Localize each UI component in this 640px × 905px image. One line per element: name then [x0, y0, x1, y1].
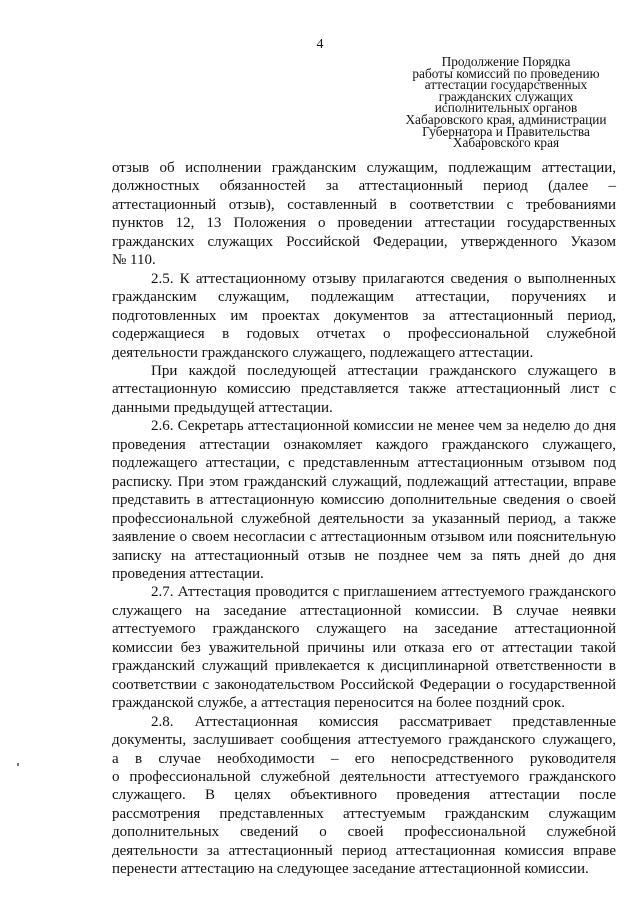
paragraph	[112, 417, 616, 583]
paragraph-line: отзыв об исполнении гражданским служащим, подлежащим аттестации,	[112, 160, 616, 176]
paragraph	[112, 583, 616, 712]
paragraph-line: записку на аттестационный отзыв не позднее чем за пять дней до дня	[112, 547, 616, 564]
header-line: Хабаровского края, администрации	[405, 111, 607, 127]
paragraph-line: дополнительных сведений о своей профессиональной служебной	[112, 824, 616, 841]
paragraph	[112, 270, 616, 362]
paragraph-line: аттестуемого гражданского служащего на заседание аттестационной	[112, 621, 616, 638]
paragraph-line: 2.7. Аттестация проводится с приглашением аттестуемого гражданского	[151, 584, 616, 601]
paragraph-line: подготовленных им проектах документов за аттестационный период,	[112, 307, 616, 324]
paragraph-line: расписку. При этом гражданский служащий, подлежащий аттестации, вправе	[112, 473, 616, 490]
header-line: гражданских служащих	[438, 88, 574, 104]
paragraph-line: 2.8. Аттестационная комиссия рассматривает представленные	[151, 713, 616, 730]
paragraph-line: гражданский служащий привлекается к дисциплинарной ответственности в	[112, 658, 616, 675]
paragraph-line: а в случае необходимости – его непосредственного руководителя	[112, 750, 616, 767]
paragraph	[112, 159, 616, 270]
paragraph-line: соответствии с законодательством Российской Федерации о государственной	[112, 676, 616, 693]
paragraph-line: служащего на заседание аттестационной комиссии. В случае неявки	[112, 602, 616, 619]
paragraph-line: представить в аттестационную комиссию дополнительные сведения о своей	[112, 492, 616, 509]
page-number: 4	[316, 37, 324, 52]
header-line: Продолжение Порядка	[441, 54, 571, 69]
paragraph-line: При каждой последующей аттестации гражданского служащего в	[151, 362, 616, 379]
paragraph-line: проведения аттестации.	[112, 565, 264, 582]
scan-mark	[17, 763, 19, 766]
paragraph-line: должностных обязанностей за аттестационный период (далее –	[112, 178, 616, 195]
paragraph-line: документы, заслушивает сообщения аттестуемого гражданского служащего,	[112, 732, 616, 749]
paragraph	[112, 362, 616, 417]
paragraph-line: заявление о своем несогласии с аттестационным отзывом или пояснительную	[112, 529, 616, 546]
paragraph-line: гражданской службе, а аттестация переносится на более поздний срок.	[112, 695, 565, 712]
document-body	[112, 159, 616, 879]
paragraph-line: проведения аттестации ознакомляет каждого гражданского служащего,	[112, 436, 616, 453]
paragraph-line: содержащиеся в годовых отчетах о профессиональной служебной	[112, 326, 616, 343]
paragraph-line: данными предыдущей аттестации.	[112, 399, 333, 416]
paragraph-line: профессиональной служебной деятельности за указанный период, а также	[112, 510, 616, 527]
paragraph-line: рассмотрения представленных аттестуемым гражданским служащим	[112, 805, 616, 822]
paragraph-line: 2.6. Секретарь аттестационной комиссии не менее чем за неделю до дня	[151, 418, 616, 435]
paragraph-line: служащего. В целях объективного проведения аттестации после	[112, 787, 616, 804]
header-line: Хабаровского края	[452, 135, 560, 151]
paragraph-line: деятельности гражданского служащего, подлежащего аттестации.	[112, 344, 534, 361]
paragraph-line: № 110.	[112, 252, 156, 269]
paragraph-line: комиссии без уважительной причины или отказа его от аттестации такой	[112, 639, 616, 656]
document-header-note	[395, 56, 617, 149]
header-line: аттестации государственных	[424, 77, 588, 93]
header-line: Губернатора и Правительства	[422, 123, 590, 139]
header-line: работы комиссий по проведению	[412, 65, 600, 81]
paragraph-line: 2.5. К аттестационному отзыву прилагаются сведения о выполненных	[151, 270, 616, 287]
paragraph-line: перенести аттестацию на следующее заседание аттестационной комиссии.	[112, 861, 589, 878]
paragraph-line: о профессиональной служебной деятельности аттестуемого гражданского	[112, 768, 616, 785]
paragraph-line: подлежащего аттестации, с представленным аттестационным отзывом под	[112, 455, 616, 472]
paragraph-line: гражданских служащих Российской Федерации, утвержденного Указом	[112, 233, 616, 250]
paragraph-line: аттестационный отзыв), составленный в соответствии с требованиями	[112, 196, 616, 213]
paragraph	[112, 713, 616, 879]
paragraph-line: гражданским служащим, подлежащим аттестации, поручениях и	[112, 289, 616, 306]
header-line: исполнительных органов	[434, 100, 578, 116]
paragraph-line: пунктов 12, 13 Положения о проведении аттестации государственных	[112, 215, 616, 232]
paragraph-line: аттестационную комиссию представляется также аттестационный лист с	[112, 381, 616, 398]
paragraph-line: деятельности за аттестационный период аттестационная комиссия вправе	[112, 842, 616, 859]
